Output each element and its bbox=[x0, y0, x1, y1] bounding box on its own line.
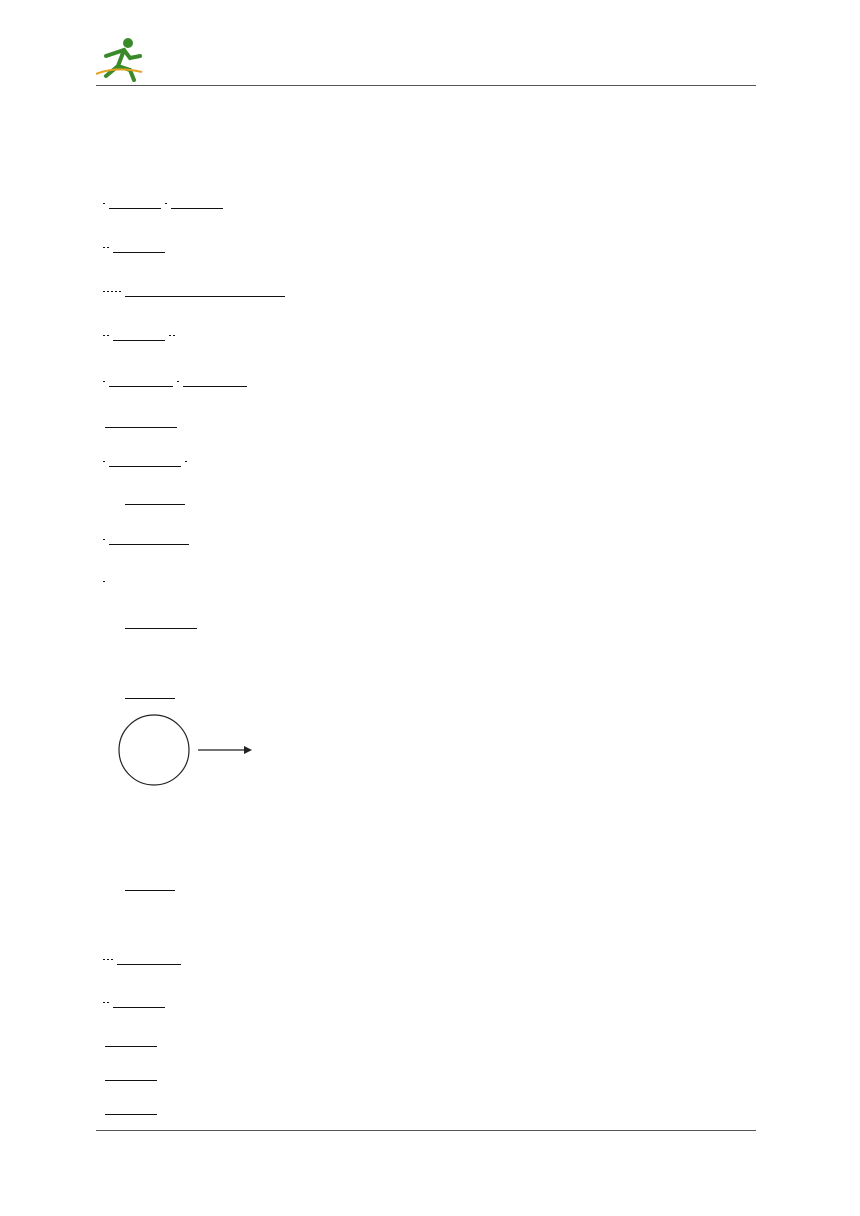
question-3 bbox=[102, 282, 762, 298]
answer-blank[interactable] bbox=[125, 614, 197, 629]
circle-to-rectangle-figure bbox=[118, 712, 398, 788]
page-header bbox=[96, 34, 756, 86]
question-10-continued bbox=[122, 684, 178, 701]
question-15 bbox=[102, 1066, 762, 1082]
answer-blank[interactable] bbox=[105, 1100, 157, 1115]
question-6 bbox=[102, 413, 762, 429]
divided-circle bbox=[119, 715, 189, 785]
runner-icon bbox=[96, 36, 144, 82]
answer-blank[interactable] bbox=[105, 1066, 157, 1081]
answer-blank[interactable] bbox=[113, 326, 165, 341]
answer-blank[interactable] bbox=[125, 282, 285, 297]
question-9-continued bbox=[122, 614, 200, 631]
answer-blank[interactable] bbox=[171, 194, 223, 209]
header-divider bbox=[96, 85, 756, 86]
answer-blank[interactable] bbox=[113, 993, 165, 1008]
question-7 bbox=[102, 452, 762, 468]
answer-blank[interactable] bbox=[109, 194, 161, 209]
answer-blank[interactable] bbox=[117, 950, 181, 965]
answer-blank[interactable] bbox=[125, 684, 175, 699]
question-1 bbox=[102, 194, 762, 210]
site-logo bbox=[96, 34, 266, 82]
question-12 bbox=[102, 950, 762, 966]
question-2 bbox=[102, 238, 762, 254]
question-8 bbox=[102, 530, 762, 546]
answer-blank[interactable] bbox=[113, 238, 165, 253]
question-16 bbox=[102, 1100, 762, 1116]
arrow-icon bbox=[198, 746, 252, 754]
answer-blank[interactable] bbox=[125, 876, 175, 891]
footer-divider bbox=[96, 1130, 756, 1131]
question-14 bbox=[102, 1032, 762, 1048]
question-7-continued bbox=[122, 490, 188, 507]
answer-blank[interactable] bbox=[109, 530, 189, 545]
question-4 bbox=[102, 326, 762, 342]
question-13 bbox=[102, 993, 762, 1009]
answer-blank[interactable] bbox=[105, 413, 177, 428]
answer-blank[interactable] bbox=[105, 1032, 157, 1047]
question-5 bbox=[102, 372, 762, 388]
answer-blank[interactable] bbox=[125, 490, 185, 505]
question-11-line3 bbox=[122, 876, 178, 893]
question-9 bbox=[102, 574, 762, 588]
answer-blank[interactable] bbox=[109, 452, 181, 467]
answer-blank[interactable] bbox=[183, 372, 247, 387]
answer-blank[interactable] bbox=[109, 372, 173, 387]
